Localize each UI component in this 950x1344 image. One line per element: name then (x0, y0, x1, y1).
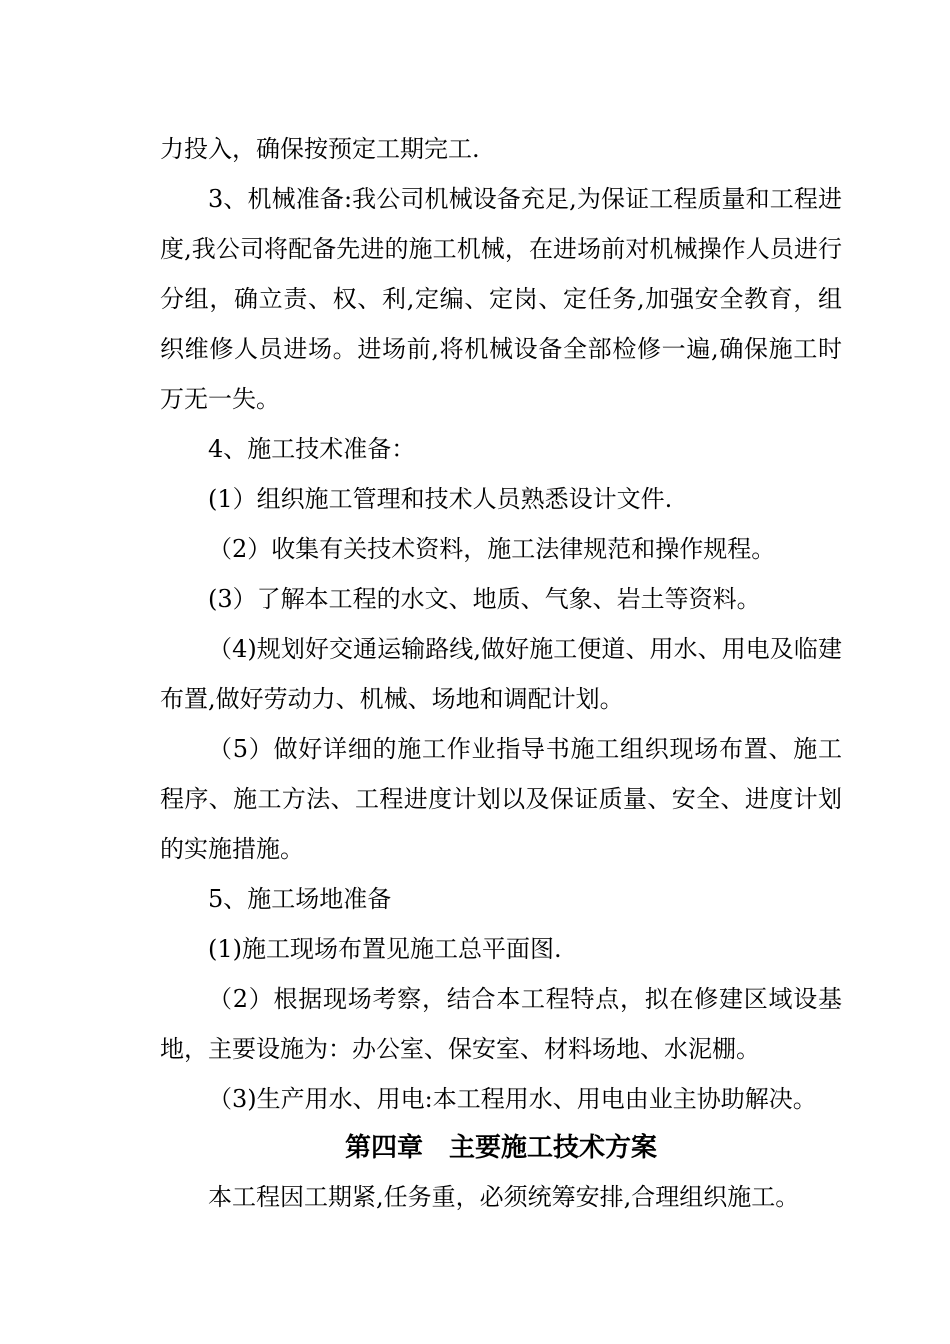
paragraph-tech-prep-5: （5）做好详细的施工作业指导书施工组织现场布置、施工程序、施工方法、工程进度计划以及保证质量、安全、进度计划的实施措施。 (160, 735, 842, 863)
paragraph-site-prep-1: (1)施工现场布置见施工总平面图. (208, 935, 562, 963)
paragraph-tech-prep-2: （2）收集有关技术资料，施工法律规范和操作规程。 (208, 535, 776, 563)
chapter-heading: 第四章 主要施工技术方案 (344, 1133, 657, 1163)
paragraph-chapter-intro: 本工程因工期紧,任务重，必须统筹安排,合理组织施工。 (208, 1183, 800, 1211)
paragraph-site-prep-3: （3)生产用水、用电:本工程用水、用电由业主协助解决。 (208, 1085, 817, 1113)
paragraph-site-prep-2: （2）根据现场考察，结合本工程特点，拟在修建区域设基地，主要设施为：办公室、保安室、材料场地、水泥棚。 (160, 985, 842, 1063)
paragraph-tech-prep-1: (1）组织施工管理和技术人员熟悉设计文件. (208, 485, 673, 513)
paragraph-site-prep-title: 5、施工场地准备 (208, 885, 392, 913)
paragraph-machinery-prep: 3、机械准备:我公司机械设备充足,为保证工程质量和工程进度,我公司将配备先进的施工机械，在进场前对机械操作人员进行分组，确立责、权、利,定编、定岗、定任务,加强安全教育，组织维修人员进场。进场前,将机械设备全部检修一遍,确保施工时万无一失。 (160, 185, 842, 413)
paragraph-tech-prep-title: 4、施工技术准备： (208, 435, 416, 463)
paragraph-continuation: 力投入，确保按预定工期完工. (160, 135, 480, 163)
paragraph-tech-prep-4: （4)规划好交通运输路线,做好施工便道、用水、用电及临建布置,做好劳动力、机械、场地和调配计划。 (160, 635, 842, 713)
paragraph-tech-prep-3: (3）了解本工程的水文、地质、气象、岩土等资料。 (208, 585, 761, 613)
document-page (160, 124, 842, 1222)
